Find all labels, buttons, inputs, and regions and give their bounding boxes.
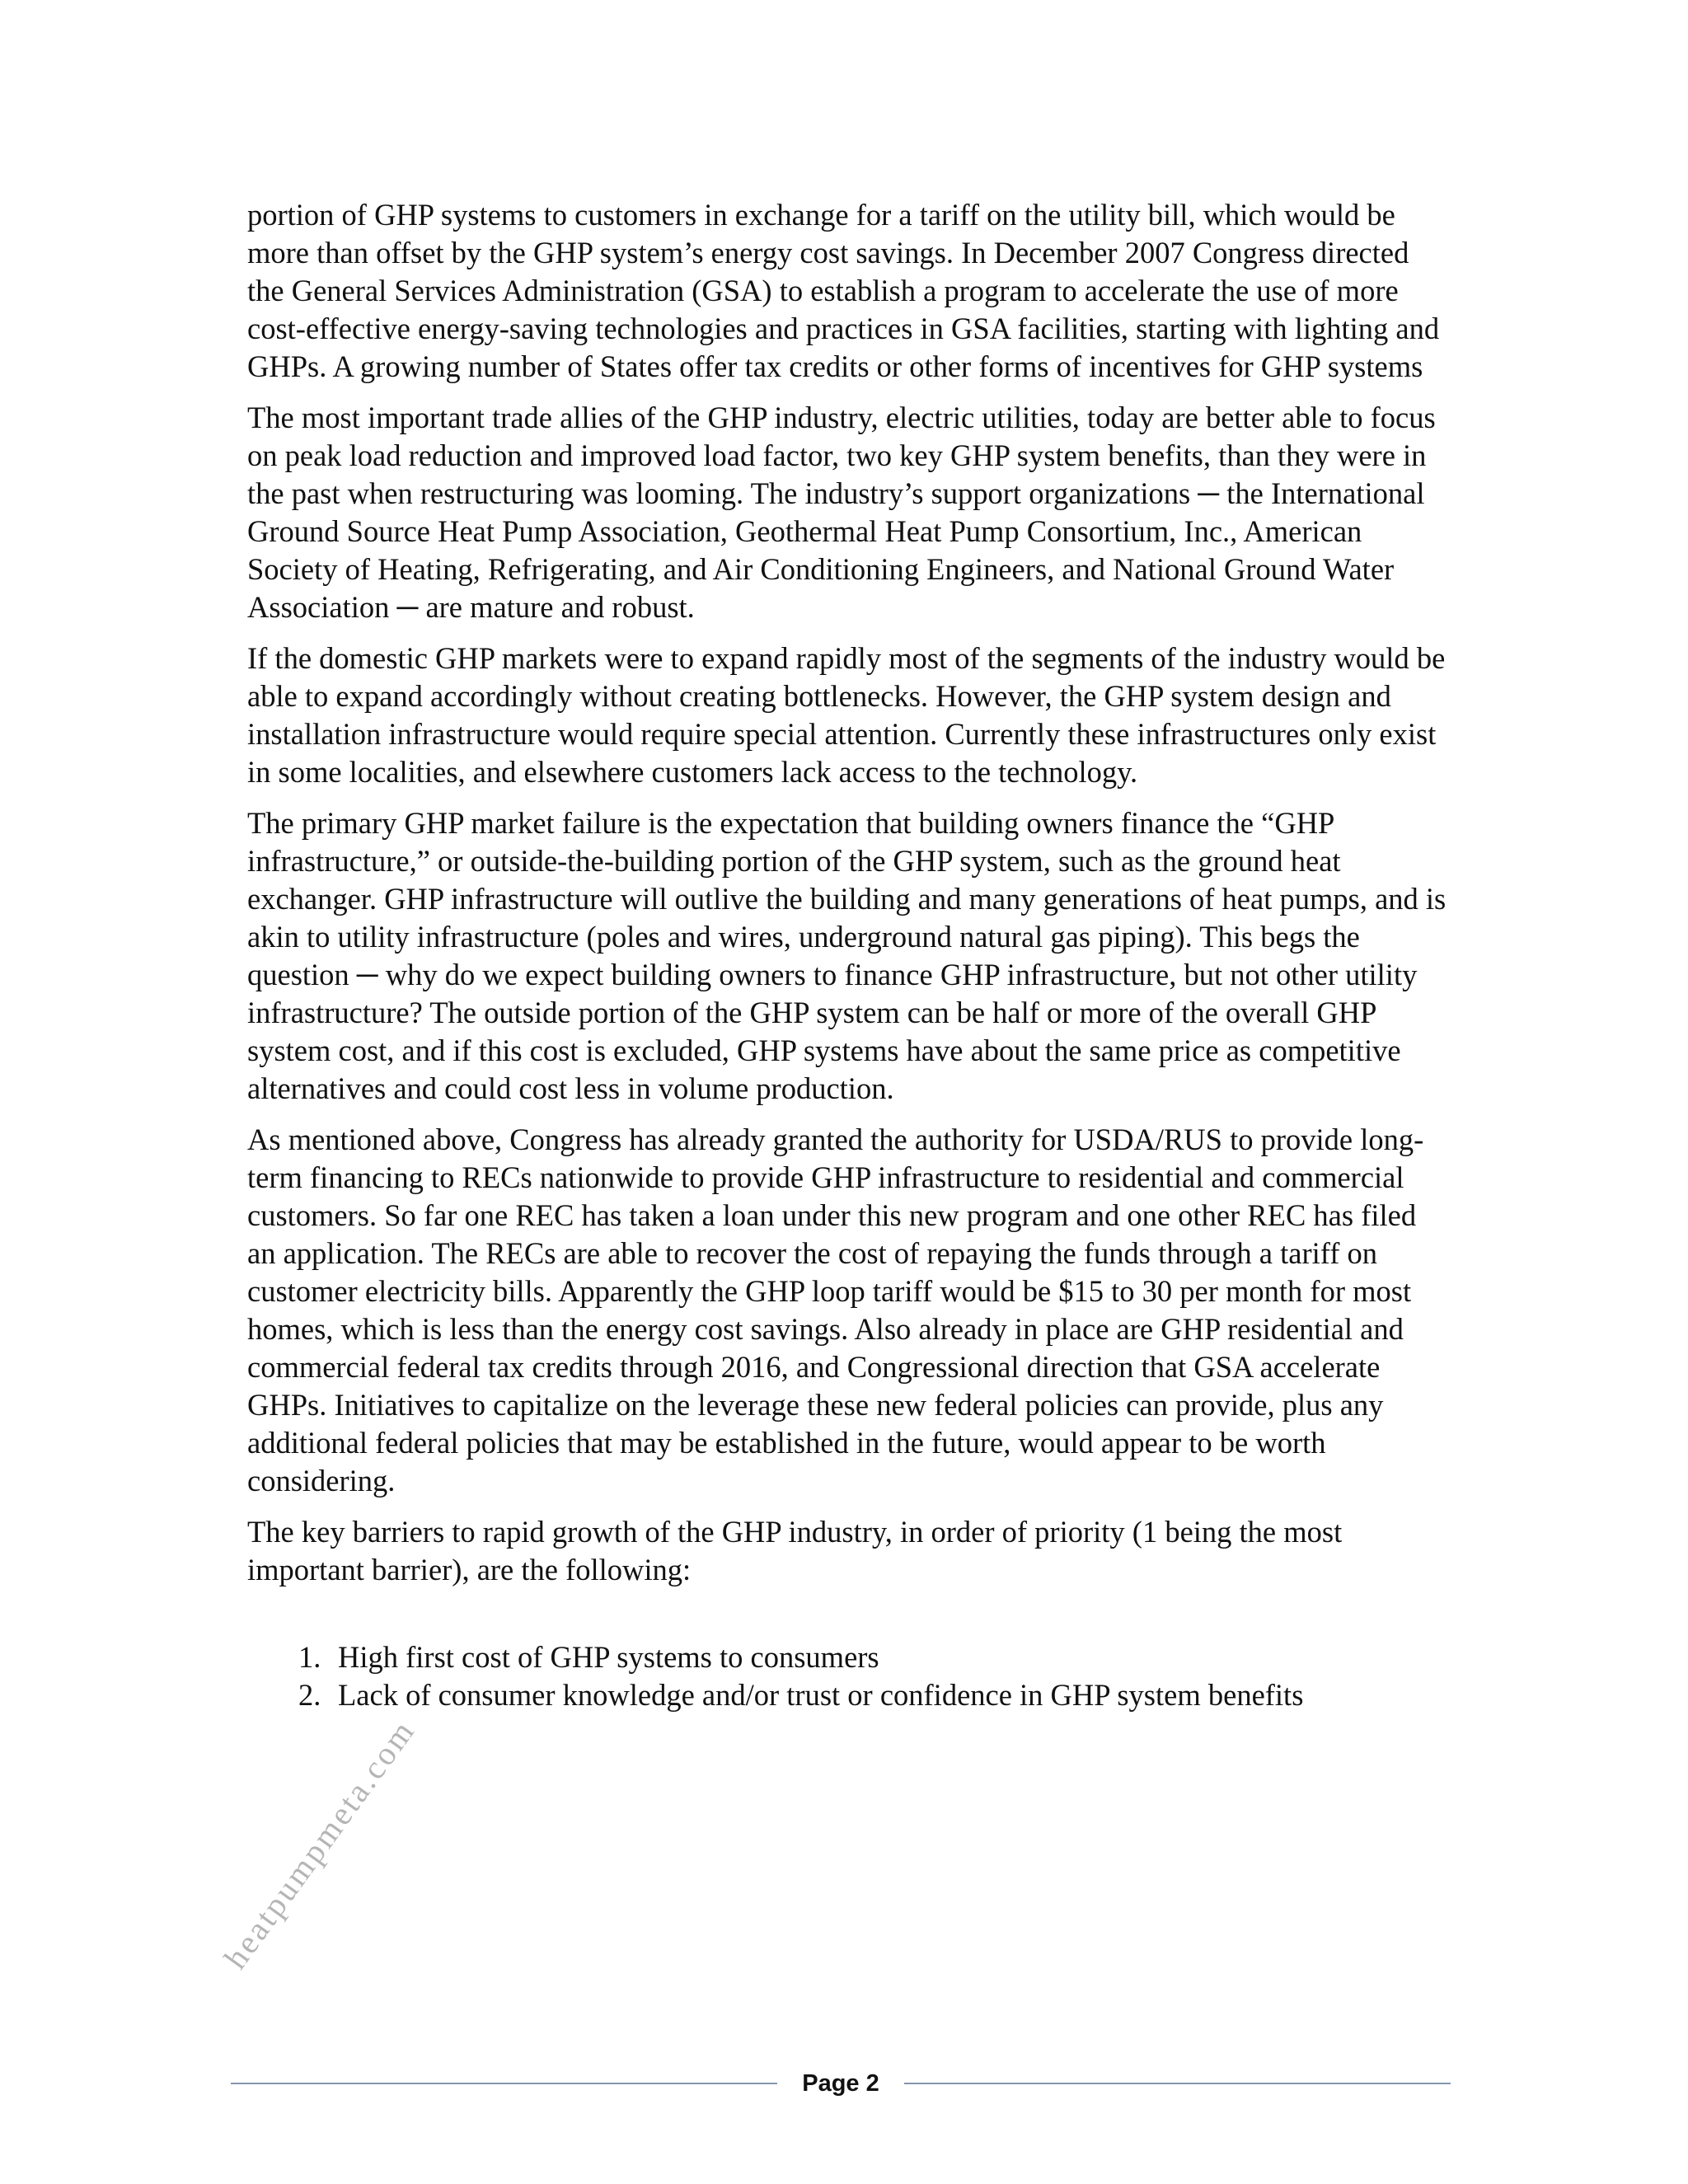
list-item xyxy=(247,1638,1451,1676)
barrier-list xyxy=(247,1638,1451,1714)
paragraph-4: The primary GHP market failure is the expectation that building owners finance the “GHP infrastructure,” or outside-the-building portion of the GHP system, such as the ground heat exchanger. GHP infrastructure will outlive the building and many generations of heat pumps, and is akin to utility infrastructure (poles and wires, underground natural gas piping). This begs the question ─ why do we expect building owners to finance GHP infrastructure, but not other utility infrastructure? The outside portion of the GHP system can be half or more of the overall GHP system cost, and if this cost is excluded, GHP systems have about the same price as competitive alternatives and could cost less in volume production. xyxy=(247,806,1447,1105)
paragraph-2: The most important trade allies of the GHP industry, electric utilities, today are better able to focus on peak load reduction and improved load factor, two key GHP system benefits, than they were in the past when restructuring was looming. The industry’s support organizations ─ the International Ground Source Heat Pump Association, Geothermal Heat Pump Consortium, Inc., American Society of Heating, Refrigerating, and Air Conditioning Engineers, and National Ground Water Association ─ are mature and robust. xyxy=(247,401,1436,624)
footer-rule-left xyxy=(231,2083,777,2084)
list-item-number: 2. xyxy=(298,1678,321,1712)
list-item-text: High first cost of GHP systems to consumers xyxy=(338,1640,879,1674)
page-footer xyxy=(231,2065,1451,2102)
footer-rule-right xyxy=(904,2083,1451,2084)
page-body xyxy=(247,196,1451,1714)
page-number: Page 2 xyxy=(802,2069,879,2097)
paragraph-3: If the domestic GHP markets were to expand rapidly most of the segments of the industry would be able to expand accordingly without creating bottlenecks. However, the GHP system design and installation infrastructure would require special attention. Currently these infrastructures only exist in some localities, and elsewhere customers lack access to the technology. xyxy=(247,641,1446,789)
paragraph-5: As mentioned above, Congress has already granted the authority for USDA/RUS to provide long-term financing to RECs nationwide to provide GHP infrastructure to residential and commercial customers. So far one REC has taken a loan under this new program and one other REC has filed an application. The RECs are able to recover the cost of repaying the funds through a tariff on customer electricity bills. Apparently the GHP loop tariff would be $15 to 30 per month for most homes, which is less than the energy cost savings. Also already in place are GHP residential and commercial federal tax credits through 2016, and Congressional direction that GSA accelerate GHPs. Initiatives to capitalize on the leverage these new federal policies can provide, plus any additional federal policies that may be established in the future, would appear to be worth considering. xyxy=(247,1122,1424,1497)
paragraph-6: The key barriers to rapid growth of the GHP industry, in order of priority (1 being the most important barrier), are the following: xyxy=(247,1515,1343,1586)
list-item xyxy=(247,1676,1451,1714)
watermark: heatpumpmeta.com xyxy=(216,1712,423,1976)
paragraph-1: portion of GHP systems to customers in exchange for a tariff on the utility bill, which would be more than offset by the GHP system’s energy cost savings. In December 2007 Congress directed the General Services Administration (GSA) to establish a program to accelerate the use of more cost-effective energy-saving technologies and practices in GSA facilities, starting with lighting and GHPs. A growing number of States offer tax credits or other forms of incentives for GHP systems xyxy=(247,198,1440,383)
list-item-text: Lack of consumer knowledge and/or trust or confidence in GHP system benefits xyxy=(338,1678,1304,1712)
list-item-number: 1. xyxy=(298,1640,321,1674)
